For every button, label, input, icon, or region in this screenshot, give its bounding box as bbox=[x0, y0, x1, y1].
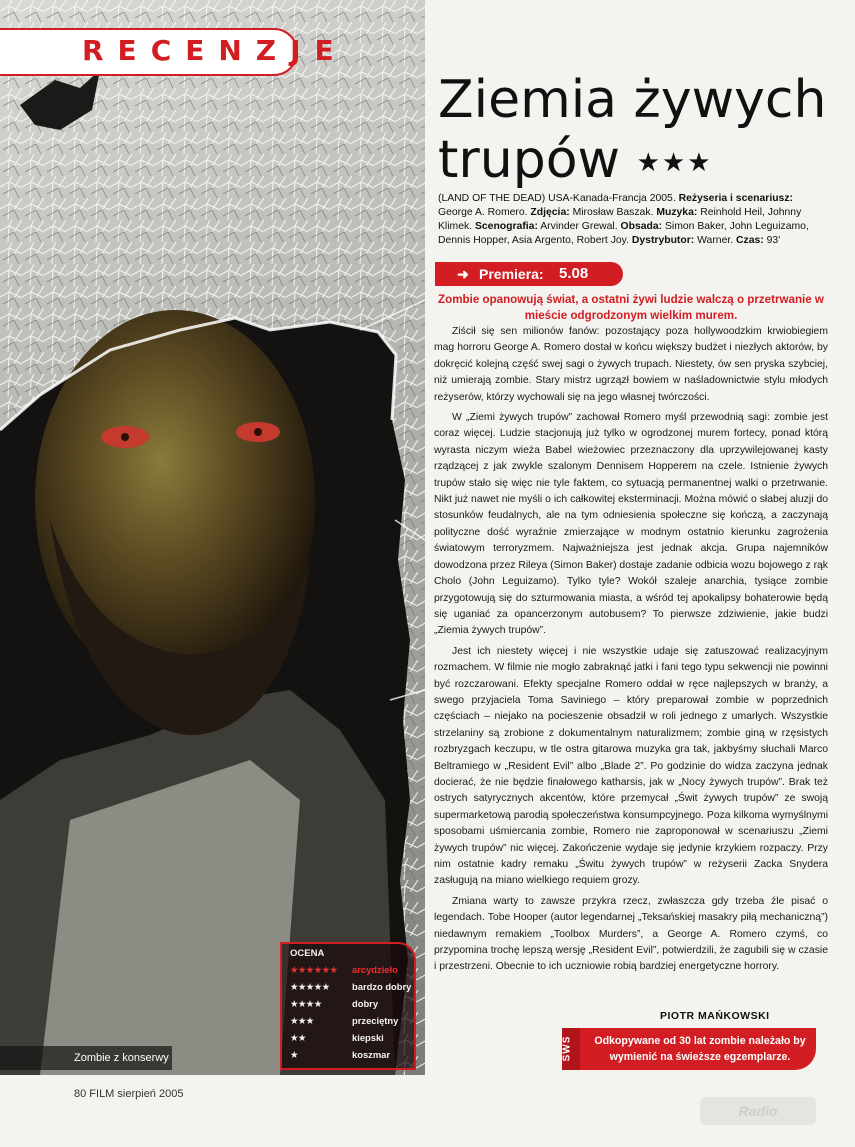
title-line-2: trupów bbox=[438, 130, 621, 190]
credit-label: Muzyka: bbox=[656, 207, 698, 218]
article-body bbox=[434, 324, 828, 980]
credit-label: Zdjęcia: bbox=[530, 207, 570, 218]
star-rating-icon: ★★★ bbox=[636, 148, 713, 178]
rating-heading: OCENA bbox=[290, 948, 325, 959]
arrow-right-icon: ➜ bbox=[457, 266, 469, 282]
premiere-date: 5.08 bbox=[559, 265, 589, 282]
rating-row bbox=[290, 996, 414, 1011]
credit-label: Dystrybutor: bbox=[631, 235, 695, 246]
credit-value: George A. Romero. bbox=[438, 207, 528, 218]
rating-row bbox=[290, 1030, 414, 1045]
credit-value: Simon Baker, John Leguizamo, Dennis Hopper, Asia Argento, Robert Joy. bbox=[438, 221, 809, 246]
rating-row bbox=[290, 1013, 414, 1028]
premiere-label: Premiera: bbox=[479, 266, 544, 282]
credit-value: Reinhold Heil, Johnny Klimek. bbox=[438, 207, 802, 232]
paragraph: Ziścił się sen milionów fanów: pozostający poza hollywoodzkim krwiobiegiem mag horroru George A. Romero dostał w końcu większy budżet i niezłych aktorów, by dokręcić kolejną część swej sagi o żywych trupach. Niestety, ów sen pryska szybciej, niż umierają zombie. Stary mistrz ugrzązł bowiem w naśladownictwie stylu młodych reżyserów, którzy wychowali się na jego własnej twórczości. bbox=[434, 326, 828, 403]
credit-label: Obsada: bbox=[620, 221, 663, 232]
rating-label: kiepski bbox=[352, 1032, 384, 1043]
rating-stars: ★★ bbox=[290, 1032, 306, 1043]
paragraph: Jest ich niestety więcej i nie wszystkie udaje się zatuszować realizacyjnym rozmachem. W filmie nie mogło zabraknąć jatki i fani tego typu sekwencji nie powinni być rozczarowani. Efekty specjalne Romero oddał w ręce najlepszych w branży, a swego przyjaciela Toma Saviniego – który preparował zombie w poprzednich częściach – niejako na pocieszenie obsadził w roli jednego z umarłych. Wszystkie strzelaniny są zrobione z dokumentalnym naturalizmem; zombie giną w rzęsistych rozbryzgach keczupu, w tle ostra gitarowa muzyka gra tak, jakbyśmy słuchali Marco Beltramiego w „Resident Evil” albo „Blade 2”. Po godzinie do widza zaczyna jednak docierać, że nie będzie finałowego katharsis, jak w „Nocy żywych trupów”. Brak też ostrych satyrycznych akcentów, które przemycał „Świt żywych trupów” ze swoją supermarketową parodią społeczeństwa konsumpcyjnego. Poza kilkoma wymyślnymi sposobami uśmiercania zombie, Romero nie zaproponował w scenariuszu „Ziemi żywych trupów” nic więcej. Zakończenie wydaje się jedynie krzykiem rozpaczy. Przy nim ostatnie kadry remaku „Świtu żywych trupów” w reżyserii Zacka Snydera zasługują na miano wielkiego requiem grozy. bbox=[434, 645, 828, 887]
rating-stars: ★★★★ bbox=[290, 998, 322, 1009]
rating-label: koszmar bbox=[352, 1049, 391, 1060]
rating-stars: ★★★ bbox=[290, 1015, 314, 1026]
rating-row bbox=[290, 1047, 414, 1062]
rating-label: przeciętny bbox=[352, 1015, 399, 1026]
section-label: RECENZJE bbox=[82, 34, 348, 67]
credit-value: Arvinder Grewal. bbox=[540, 221, 618, 232]
review-title bbox=[438, 70, 826, 193]
photo-caption: Zombie z konserwy bbox=[0, 1046, 172, 1070]
paragraph: Zmiana warty to zawsze przykra rzecz, zwłaszcza gdy trzeba źle pisać o legendach. Tobe Hooper (autor legendarnej „Teksańskiej masakry piłą mechaniczną”) niedawnym remakiem „Toolbox Murders”, a George A. Romero czymś, co przypomina trochę lepszą wersję „Resident Evil”, potwierdzili, że zagubili się w czasie i przestrzeni. Obecnie to ich uczniowie robią bardziej energetyczne horrory. bbox=[434, 895, 828, 973]
credit-value: Warner. bbox=[697, 235, 734, 246]
rating-label: arcydzieło bbox=[352, 964, 398, 975]
credit-label: Czas: bbox=[736, 235, 764, 246]
radio-logo: Radio bbox=[700, 1097, 816, 1125]
credit-value: 93' bbox=[766, 235, 781, 246]
title-line-1: Ziemia żywych bbox=[438, 70, 827, 130]
rating-stars: ★★★★★★ bbox=[290, 964, 338, 975]
author-name: PIOTR MAŃKOWSKI bbox=[660, 1010, 770, 1022]
rating-label: bardzo dobry bbox=[352, 981, 412, 992]
rating-legend bbox=[280, 942, 416, 1070]
sws-box bbox=[562, 1028, 816, 1070]
premiere-banner bbox=[435, 262, 623, 286]
rating-row bbox=[290, 962, 414, 977]
credit-label: Scenografia: bbox=[474, 221, 538, 232]
rating-stars: ★ bbox=[290, 1049, 298, 1060]
page-footer: 80 FILM sierpień 2005 bbox=[74, 1088, 184, 1100]
sws-tag bbox=[562, 1028, 580, 1070]
sws-text: Odkopywane od 30 lat zombie należało by wymienić na świeższe egzemplarze. bbox=[594, 1035, 806, 1063]
credit-label: Reżyseria i scenariusz: bbox=[678, 193, 793, 204]
rating-row bbox=[290, 979, 414, 994]
shattered-glass-illustration bbox=[0, 0, 425, 1075]
sws-tag-label: SWS bbox=[561, 1035, 573, 1062]
zombie-photo bbox=[0, 0, 425, 1075]
credit-value: Mirosław Baszak. bbox=[572, 207, 654, 218]
rating-stars: ★★★★★ bbox=[290, 981, 330, 992]
film-credits bbox=[438, 192, 828, 248]
lead-text: Zombie opanowują świat, a ostatni żywi ludzie walczą o przetrwanie w mieście odgrodzonym wielkim murem. bbox=[438, 293, 824, 322]
credit-value: (LAND OF THE DEAD) USA-Kanada-Francja 2005. bbox=[438, 193, 676, 204]
paragraph: W „Ziemi żywych trupów” zachował Romero myśl przewodnią sagi: zombie jest coraz więcej. Ludzie stacjonują już tylko w ogrodzonej murem fortecy, ponad którą wyrasta niczym wieża Babel wieżowiec przeznaczony dla uprzywilejowanej kasty rządzącej z jak zwykle szalonym Dennisem Hopperem na czele. Istnienie żywych trupów stało się więc nie tyle faktem, co sytuacją permanentnej walki o przetrwanie. Nikt już nawet nie myśli o ich całkowitej eksterminacji. Można mówić o słabej aluzji do stosunków feudalnych, ale na tym odniesienia społeczne się kończą, a zaczynają polityczne dość wyraźnie zmierzające w modnym ostatnio kierunku zagrożenia światowym terroryzmem. Najważniejsza jest jednak akcja. Grupa najemników dowodzona przez Rileya (Simon Baker) dostaje zadanie odbicia wozu bojowego z rąk Cholo (John Leguizamo). Tylko tyle? Wokół szaleje anarchia, tysiące zombie przygotowują się do szturmowania miasta, a wśród tej apokalipsy bohaterowie będą się uganiać za opancerzonym autobusem? To pierwsze zdziwienie, jakie budzi „Ziemia żywych trupów”. bbox=[434, 412, 828, 637]
rating-label: dobry bbox=[352, 998, 379, 1009]
